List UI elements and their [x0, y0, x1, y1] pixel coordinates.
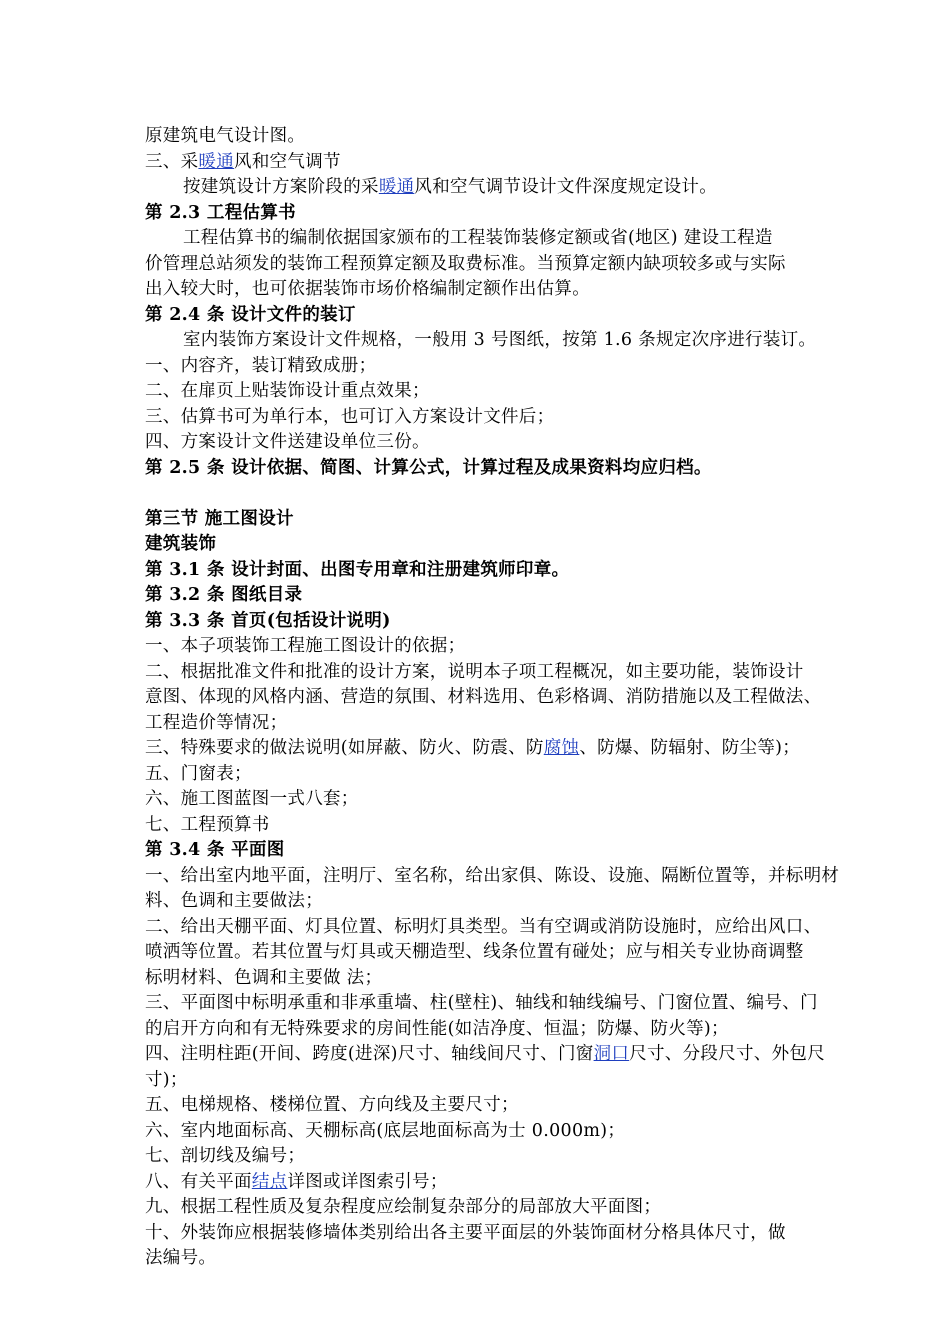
text-run: 喷洒等位置。若其位置与灯具或天棚造型、线条位置有碰处；应与相关专业协商调整	[145, 942, 804, 962]
section-heading	[145, 558, 845, 584]
text-run: 风和空气调节设计文件深度规定设计。	[414, 177, 718, 197]
paragraph-line	[145, 124, 845, 150]
paragraph-line	[145, 762, 845, 788]
text-run: 寸)；	[145, 1069, 188, 1090]
section-heading	[145, 609, 845, 635]
text-run: 尺寸、分段尺寸、外包尺	[629, 1044, 826, 1064]
paragraph-line	[145, 1221, 845, 1247]
paragraph-line	[145, 1068, 845, 1094]
section-heading	[145, 583, 845, 609]
section-heading	[145, 838, 845, 864]
paragraph-line	[145, 226, 845, 252]
paragraph-line	[145, 150, 845, 176]
text-run: 第 2.4 条 设计文件的装订	[145, 304, 356, 325]
paragraph-line	[145, 787, 845, 813]
text-run: 第 3.2 条 图纸目录	[145, 585, 303, 605]
keyword-link[interactable]: 暖通	[378, 177, 415, 197]
text-run: 六、室内地面标高、天棚标高(底层地面标高为士 0.000m)；	[145, 1120, 626, 1141]
paragraph-line	[145, 277, 845, 303]
text-run: 、防爆、防辐射、防尘等)；	[579, 738, 801, 758]
paragraph-line	[145, 1042, 845, 1068]
paragraph-line	[145, 813, 845, 839]
paragraph-line	[145, 1195, 845, 1221]
paragraph-line	[145, 736, 845, 762]
section-heading	[145, 303, 845, 329]
text-run: 的启开方向和有无特殊要求的房间性能(如洁净度、恒温；防爆、防火等)；	[145, 1018, 729, 1039]
keyword-link[interactable]: 洞口	[593, 1044, 630, 1064]
text-run: 按建筑设计方案阶段的采	[183, 177, 379, 197]
paragraph-line	[145, 966, 845, 992]
paragraph-line	[145, 991, 845, 1017]
keyword-link[interactable]: 结点	[251, 1171, 288, 1192]
text-run: 工程估算书的编制依据国家颁布的工程装饰装修定额或省(地区) 建设工程造	[183, 228, 773, 248]
text-run: 建筑装饰	[145, 534, 217, 554]
text-run: 十、外装饰应根据装修墙体类别给出各主要平面层的外装饰面材分格具体尺寸，做	[145, 1222, 786, 1243]
text-run: 出入较大时，也可依据装饰市场价格编制定额作出估算。	[145, 279, 590, 299]
text-run: 四、注明柱距(开间、跨度(进深)尺寸、轴线间尺寸、门窗	[145, 1044, 594, 1064]
text-run: 八、有关平面	[145, 1171, 252, 1192]
text-run: 第 3.1 条 设计封面、出图专用章和注册建筑师印章。	[145, 559, 570, 580]
paragraph-line	[145, 685, 845, 711]
text-run: 第 3.4 条 平面图	[145, 840, 285, 860]
text-run: 三、估算书可为单行本，也可订入方案设计文件后；	[145, 406, 555, 427]
text-run: 一、内容齐，装订精致成册；	[145, 355, 377, 376]
text-run: 第 2.3 工程估算书	[145, 202, 296, 223]
text-run: 风和空气调节	[234, 151, 341, 172]
text-run: 第 3.3 条 首页(包括设计说明)	[145, 610, 391, 631]
paragraph-line	[145, 1246, 845, 1272]
paragraph-line	[145, 252, 845, 278]
text-run: 三、平面图中标明承重和非承重墙、柱(壁柱)、轴线和轴线编号、门窗位置、编号、门	[145, 993, 818, 1013]
text-run: 七、剖切线及编号；	[145, 1146, 306, 1166]
text-run: 标明材料、色调和主要做 法；	[145, 967, 383, 988]
paragraph-line	[145, 1017, 845, 1043]
text-run: 四、方案设计文件送建设单位三份。	[145, 432, 430, 452]
text-run: 七、工程预算书	[145, 814, 270, 835]
paragraph-line	[145, 405, 845, 431]
text-run: 料、色调和主要做法；	[145, 891, 323, 911]
text-run: 二、在扉页上贴装饰设计重点效果；	[145, 381, 430, 401]
paragraph-line	[145, 430, 845, 456]
section-heading	[145, 532, 845, 558]
keyword-link[interactable]: 腐蚀	[543, 738, 580, 758]
text-run: 详图或详图索引号；	[287, 1171, 448, 1192]
section-heading	[145, 456, 845, 482]
paragraph-line	[145, 1093, 845, 1119]
text-run: 价管理总站须发的装饰工程预算定额及取费标准。当预算定额内缺项较多或与实际	[145, 253, 786, 274]
text-run: 室内装饰方案设计文件规格，一般用 3 号图纸，按第 1.6 条规定次序进行装订。	[183, 330, 817, 350]
text-run: 九、根据工程性质及复杂程度应绘制复杂部分的局部放大平面图；	[145, 1197, 662, 1217]
paragraph-line	[145, 940, 845, 966]
paragraph-line	[145, 1144, 845, 1170]
text-run: 一、本子项装饰工程施工图设计的依据；	[145, 636, 466, 656]
paragraph-line	[145, 915, 845, 941]
text-run: 意图、体现的风格内涵、营造的氛围、材料选用、色彩格调、消防措施以及工程做法、	[145, 687, 822, 707]
text-run: 二、根据批准文件和批准的设计方案，说明本子项工程概况，如主要功能，装饰设计	[145, 661, 804, 682]
text-run: 五、电梯规格、楼梯位置、方向线及主要尺寸；	[145, 1095, 519, 1115]
text-run: 工程造价等情况；	[145, 712, 288, 733]
paragraph-line	[145, 1170, 845, 1196]
text-run: 第 2.5 条 设计依据、简图、计算公式，计算过程及成果资料均应归档。	[145, 457, 712, 478]
paragraph-line	[145, 711, 845, 737]
blank-line	[145, 481, 845, 507]
section-heading	[145, 507, 845, 533]
keyword-link[interactable]: 暖通	[198, 151, 235, 172]
text-run: 六、施工图蓝图一式八套；	[145, 789, 359, 809]
paragraph-line	[145, 175, 845, 201]
text-run: 原建筑电气设计图。	[145, 126, 306, 146]
text-run: 三、采	[145, 151, 199, 172]
paragraph-line	[145, 1119, 845, 1145]
document-page	[145, 124, 845, 1272]
text-run: 一、给出室内地平面，注明厅、室名称，给出家俱、陈设、设施、隔断位置等，并标明材	[145, 865, 840, 886]
paragraph-line	[145, 328, 845, 354]
paragraph-line	[145, 864, 845, 890]
paragraph-line	[145, 660, 845, 686]
text-run: 第三节 施工图设计	[145, 508, 294, 529]
text-run: 三、特殊要求的做法说明(如屏蔽、防火、防震、防	[145, 738, 544, 758]
paragraph-line	[145, 634, 845, 660]
section-heading	[145, 201, 845, 227]
paragraph-line	[145, 354, 845, 380]
paragraph-line	[145, 889, 845, 915]
text-run: 五、门窗表；	[145, 763, 252, 784]
text-run: 二、给出天棚平面、灯具位置、标明灯具类型。当有空调或消防设施时，应给出风口、	[145, 916, 822, 937]
paragraph-line	[145, 379, 845, 405]
text-run: 法编号。	[145, 1248, 217, 1268]
